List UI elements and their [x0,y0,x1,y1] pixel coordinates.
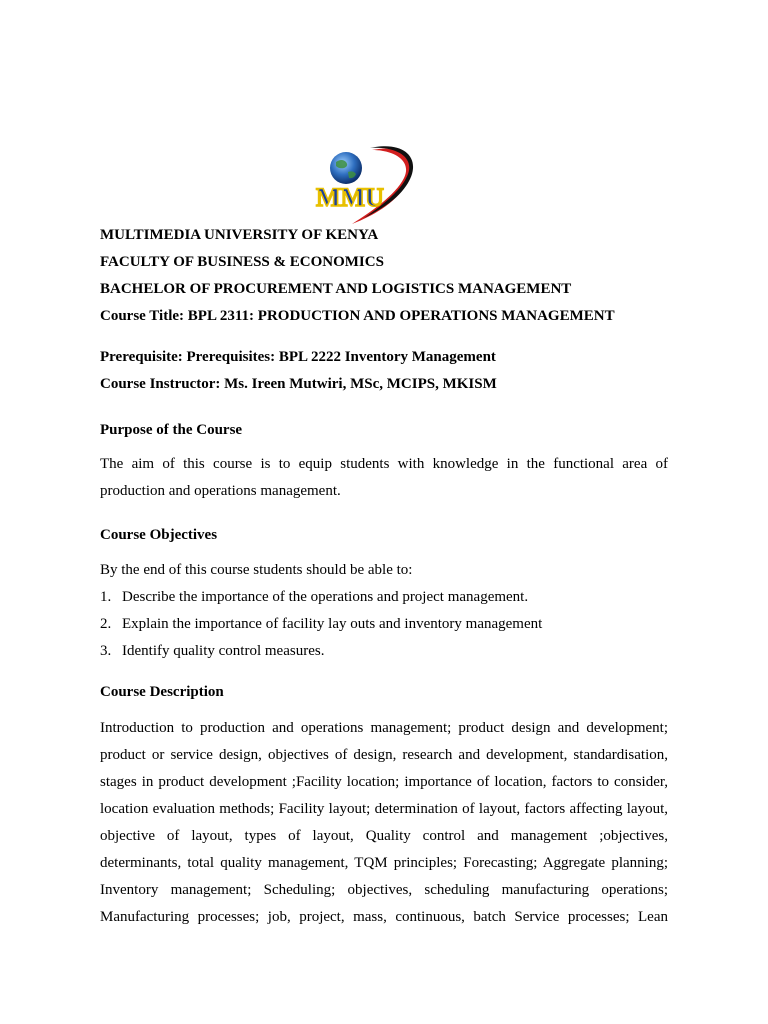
mmu-globe-swoosh-logo-icon [312,144,416,228]
mmu-logo [312,144,416,228]
description-line: Manufacturing processes; job, project, mass, continuous, batch Service processes; Lean [100,909,668,925]
description-line: Inventory management; Scheduling; objectives, scheduling manufacturing operations; [100,882,668,898]
objectives-intro: By the end of this course students should be able to: [100,562,413,578]
list-number: 3. [100,643,112,659]
list-number: 1. [100,589,112,605]
programme-name: BACHELOR OF PROCUREMENT AND LOGISTICS MANAGEMENT [100,281,572,297]
list-item-text: Describe the importance of the operations and project management. [122,589,529,605]
course-instructor: Course Instructor: Ms. Ireen Mutwiri, MSc, MCIPS, MKISM [100,376,497,392]
objectives-list [100,557,668,665]
list-item [100,638,668,665]
course-meta [100,344,668,398]
description-line: Introduction to production and operations management; product design and development; [100,720,668,736]
list-item-text: Explain the importance of facility lay outs and inventory management [122,616,543,632]
description-line: stages in product development ;Facility location; importance of location, factors to consider, [100,774,668,790]
purpose-section [100,417,668,444]
purpose-text [100,451,668,505]
objectives-section [100,522,668,549]
description-line: product or service design, objectives of design, research and development, standardisation, [100,747,668,763]
purpose-line: The aim of this course is to equip students with knowledge in the functional area of [100,456,668,472]
document-header [100,222,668,330]
list-item-text: Identify quality control measures. [122,643,325,659]
objectives-heading: Course Objectives [100,527,218,543]
description-line: objective of layout, types of layout, Quality control and management ;objectives, [100,828,668,844]
course-title: Course Title: BPL 2311: PRODUCTION AND OPERATIONS MANAGEMENT [100,308,615,324]
university-name: MULTIMEDIA UNIVERSITY OF KENYA [100,227,379,243]
description-section [100,679,668,706]
description-line: determinants, total quality management, TQM principles; Forecasting; Aggregate planning; [100,855,668,871]
list-number: 2. [100,616,112,632]
list-item [100,584,668,611]
description-text [100,715,668,931]
faculty-name: FACULTY OF BUSINESS & ECONOMICS [100,254,384,270]
purpose-line: production and operations management. [100,483,341,499]
purpose-heading: Purpose of the Course [100,422,243,438]
description-heading: Course Description [100,684,224,700]
logo-text: MMU [316,183,384,212]
list-item [100,611,668,638]
prerequisite: Prerequisite: Prerequisites: BPL 2222 Inventory Management [100,349,496,365]
description-line: location evaluation methods; Facility layout; determination of layout, factors affecting layout, [100,801,668,817]
